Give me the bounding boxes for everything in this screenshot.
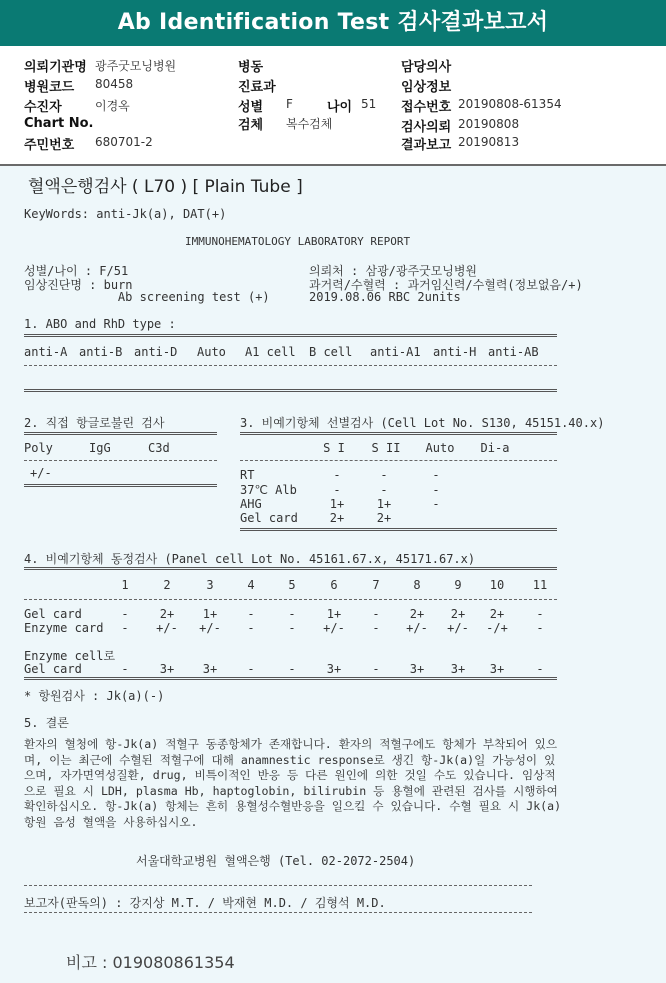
rule — [24, 912, 532, 913]
antigen-test: * 항원검사 : Jk(a)(-) — [24, 689, 165, 703]
s3-row-label: RT — [240, 468, 255, 482]
s3-cell: 1+ — [376, 497, 392, 511]
s4-col-header: 7 — [372, 578, 380, 592]
s4-col-header: 1 — [121, 578, 129, 592]
page-title: Ab Identification Test 검사결과보고서 — [0, 0, 666, 46]
rule — [24, 432, 217, 435]
header-value: 광주굿모닝병원 — [95, 59, 177, 73]
s4-cell: 2+ — [409, 607, 425, 621]
s4-cell: - — [247, 662, 255, 676]
s4-cell: - — [121, 621, 129, 635]
rule — [24, 567, 557, 570]
rule — [24, 389, 557, 392]
s4-cell: +/- — [156, 621, 178, 635]
header-label: Chart No. — [24, 116, 94, 131]
s3-cell: - — [333, 468, 341, 482]
s4-cell: - — [536, 621, 544, 635]
s3-row-label: Gel card — [240, 511, 298, 525]
header-label: 병원코드 — [24, 80, 75, 95]
s4-cell: 3+ — [409, 662, 425, 676]
header-value: 80458 — [95, 77, 134, 91]
s4-cell: 3+ — [202, 662, 218, 676]
s1-col: anti-D — [134, 345, 178, 359]
header-label: 나이 — [327, 100, 353, 115]
rule — [240, 528, 557, 531]
s4-cell: 1+ — [202, 607, 218, 621]
s4-cell: 2+ — [159, 607, 175, 621]
s4-cell: - — [536, 662, 544, 676]
header-label: 병동 — [238, 60, 264, 75]
info-requester: 의뢰처 : 삼광/광주굿모닝병원 — [309, 264, 478, 278]
s3-cell: - — [380, 468, 388, 482]
header-label: 의뢰기관명 — [24, 60, 87, 75]
s3-cell: - — [432, 483, 440, 497]
s1-col: anti-AB — [488, 345, 539, 359]
section1-title: 1. ABO and RhD type : — [24, 317, 176, 331]
s3-cell: 1+ — [329, 497, 345, 511]
s4-cell: 3+ — [489, 662, 505, 676]
s4-cell: - — [372, 662, 380, 676]
header-value: 680701-2 — [95, 135, 153, 149]
s2-col: C3d — [148, 441, 170, 455]
s4-cell: 1+ — [326, 607, 342, 621]
s2-col: IgG — [89, 441, 111, 455]
section4-title: 4. 비예기항체 동정검사 (Panel cell Lot No. 45161.67.x, 45171.67.x) — [24, 552, 476, 566]
s4-cell: - — [372, 607, 380, 621]
s4-col-header: 4 — [247, 578, 255, 592]
rule — [24, 365, 557, 366]
conclusion-text: 환자의 혈청에 항-Jk(a) 적혈구 동종항체가 존재합니다. 환자의 적혈구에도 항체가 부착되어 있으며, 이는 최근에 수혈된 적혈구에 대해 anamnestic response로 생긴 항-Jk(a)일 가능성이 있으며, 자가면역성질환, drug, 비특이적인 반응 등 다른 원인에 의한 것일 수도 있습니다. 임상적으로 필요 시 LDH, plasma Hb, haptoglobin, bilirubin 등 용혈에 관련된 검사를 시행하여 확인하십시오. 항-Jk(a) 항체는 흔히 용혈성수혈반응을 일으킬 수 있습니다. 수혈 필요 시 Jk(a) 항원 음성 혈액을 사용하십시오. — [24, 737, 562, 829]
s3-cell: - — [432, 468, 440, 482]
s3-cell: 2+ — [376, 511, 392, 525]
s4-row-label: Gel card — [24, 607, 82, 621]
s4-cell: +/- — [323, 621, 345, 635]
header-label: 검체 — [238, 118, 264, 133]
s4-enzyme-label: Enzyme cell로 — [24, 649, 116, 663]
header-label: 수진자 — [24, 100, 62, 115]
section5-title: 5. 결론 — [24, 716, 69, 730]
rule — [24, 599, 557, 600]
s4-cell: +/- — [406, 621, 428, 635]
header-label: 진료과 — [238, 80, 276, 95]
s4-col-header: 11 — [532, 578, 548, 592]
s4-col-header: 8 — [413, 578, 421, 592]
s4-cell: - — [247, 621, 255, 635]
info-history: 과거력/수혈력 : 과거임신력/수혈력(정보없음/+) — [309, 278, 583, 292]
s4-cell: - — [288, 607, 296, 621]
header-value: F — [286, 97, 293, 111]
info-screening: Ab screening test (+) — [24, 290, 270, 304]
header-label: 결과보고 — [401, 138, 452, 153]
s4-col-header: 9 — [454, 578, 462, 592]
s4-cell: +/- — [199, 621, 221, 635]
rule — [24, 460, 217, 461]
info-sex-age: 성별/나이 : F/51 — [24, 264, 129, 278]
s4-cell: - — [372, 621, 380, 635]
header-value: 20190813 — [458, 135, 520, 149]
s4-cell: 2+ — [489, 607, 505, 621]
section3-title: 3. 비예기항체 선별검사 (Cell Lot No. S130, 45151.40.x) — [240, 416, 605, 430]
header-value: 51 — [361, 97, 377, 111]
s3-col: Di-a — [480, 441, 510, 455]
s3-row-label: AHG — [240, 497, 262, 511]
s3-row-label: 37℃ Alb — [240, 483, 297, 497]
rule — [24, 677, 557, 680]
info-diagnosis: 임상진단명 : burn — [24, 278, 133, 292]
s4-col-header: 10 — [489, 578, 505, 592]
header-label: 담당의사 — [401, 60, 452, 75]
s1-col: anti-B — [79, 345, 123, 359]
header-label: 성별 — [238, 100, 264, 115]
s4-cell: - — [121, 662, 129, 676]
s3-cell: - — [333, 483, 341, 497]
rule — [24, 885, 532, 886]
s1-col: A1 cell — [245, 345, 296, 359]
s1-col: anti-A — [24, 345, 68, 359]
s4-cell: - — [247, 607, 255, 621]
note: 비고 : 019080861354 — [66, 953, 235, 972]
s3-col: Auto — [425, 441, 455, 455]
s4-col-header: 5 — [288, 578, 296, 592]
s4-cell: - — [121, 607, 129, 621]
header-value: 복수검체 — [286, 117, 333, 131]
s3-col: S I — [323, 441, 345, 455]
s4-cell: - — [288, 621, 296, 635]
info-transfusion: 2019.08.06 RBC 2units — [309, 290, 461, 304]
s4-row-label: Enzyme card — [24, 621, 104, 635]
rule — [24, 484, 217, 487]
report-heading: 혈액은행검사 ( L70 ) [ Plain Tube ] — [28, 177, 303, 197]
header-value: 이경옥 — [95, 99, 130, 113]
header-label: 임상정보 — [401, 80, 452, 95]
s3-col: S II — [371, 441, 401, 455]
rule — [240, 460, 557, 461]
s3-cell: - — [380, 483, 388, 497]
s4-cell: 3+ — [159, 662, 175, 676]
s4-cell: +/- — [447, 621, 469, 635]
s4-cell: 3+ — [450, 662, 466, 676]
s4-col-header: 3 — [206, 578, 214, 592]
s4-cell: -/+ — [486, 621, 508, 635]
header-value: 20190808 — [458, 117, 520, 131]
rule — [24, 334, 557, 337]
s4-col-header: 2 — [163, 578, 171, 592]
rule — [240, 432, 557, 435]
s1-col: anti-H — [433, 345, 477, 359]
s4-cell: - — [536, 607, 544, 621]
header-label: 검사의뢰 — [401, 120, 452, 135]
s4-cell: - — [288, 662, 296, 676]
section2-title: 2. 직접 항글로불린 검사 — [24, 416, 165, 430]
s4-col-header: 6 — [330, 578, 338, 592]
reporters: 보고자(판독의) : 강지상 M.T. / 박재현 M.D. / 김형석 M.D. — [24, 896, 386, 910]
s1-col: anti-A1 — [370, 345, 421, 359]
s4-row-label: Gel card — [24, 662, 82, 676]
institution: 서울대학교병원 혈액은행 (Tel. 02-2072-2504) — [136, 854, 416, 868]
s4-cell: 3+ — [326, 662, 342, 676]
patient-header — [0, 46, 666, 164]
s4-cell: 2+ — [450, 607, 466, 621]
report-body — [0, 166, 666, 983]
s3-cell: - — [432, 497, 440, 511]
keywords: KeyWords: anti-Jk(a), DAT(+) — [24, 207, 227, 221]
header-label: 접수번호 — [401, 100, 452, 115]
s2-val: +/- — [30, 466, 52, 480]
header-label: 주민번호 — [24, 138, 75, 153]
s1-col: Auto — [197, 345, 226, 359]
header-value: 20190808-61354 — [458, 97, 562, 111]
s1-col: B cell — [309, 345, 353, 359]
s2-col: Poly — [24, 441, 53, 455]
lab-title: IMMUNOHEMATOLOGY LABORATORY REPORT — [185, 235, 411, 248]
s3-cell: 2+ — [329, 511, 345, 525]
